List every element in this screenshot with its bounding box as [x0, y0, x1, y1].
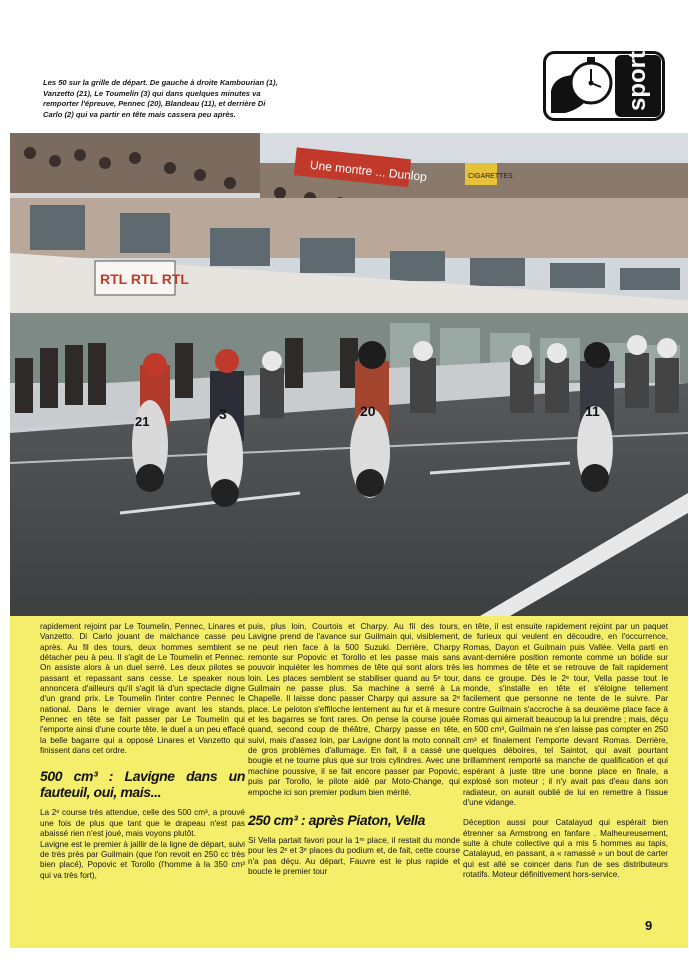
sport-logo: [543, 51, 665, 121]
article-paragraph: en tête, il est ensuite rapidement rejoint par un paquet de furieux qui veulent en découdre, en l'occurrence, Romas, Dayon et Guilmain puis Vallée. Vella parti en avant-dernière position remonte comme un bolide sur les hommes de tête et se retrouve de fait rapidement dans ce groupe. Dès le 2ᵉ tour, Vella passe tout le monde, s'installe en tête et s'éloigne tellement facilement que personne ne tente de le suivre. Par contre Guilmain s'accroche à sa deuxième place face à Romas qui aimerait beaucoup la lui prendre ; mais, déçu en 500 cm³, Guilmain ne s'en laisse pas compter en 250 cm³ et finalement l'emporte devant Romas. Derrière, quelques déboires, tel Saintot, qui avait pourtant brillamment remporté sa manche de qualification et qui espérant à juste titre une bonne place en finale, a explosé son moteur ; il n'y avait pas d'eau dans son radiateur, on aurait oublié de lui en remettre à l'issue d'une vidange.: [463, 622, 668, 807]
article-paragraph: puis, plus loin, Courtois et Charpy. Au fil des tours, Lavigne prend de l'avance sur Guilmain qui, visiblement, ne peut rien face à la 500 Suzuki. Derrière, Charpy remonte sur Popovic et Torollo et les passe mais sans pouvoir inquiéter les hommes de tête qui sont alors très loin. Les places semblent se stabiliser quand au 5ᵉ tour, Guilmain ne passe plus. Sa machine a serré à La Chapelle. Il laisse donc passer Charpy qui assure sa 2ᵉ place. Le peloton s'effiloche lentement au fur et à mesure et les bagarres se font rares. On pense la course jouée quand, second coup de théâtre, Charpy passe en tête, suivi, mais d'assez loin, par Lavigne dont la moto connaît de gros problèmes d'allumage. En fait, il a cassé une bougie et ne tourne plus que sur trois cylindres. Avec une machine poussive, il se fait encore passer par Popovic, puis par Torollo, le pilote aidé par Moto-Change, qui empoche ici son premier podium bien mérité.: [248, 622, 460, 797]
article-column-2: [248, 622, 460, 877]
subheading-250cc: 250 cm³ : après Piaton, Vella: [248, 811, 425, 828]
race-photo: [10, 133, 688, 616]
photo-caption: Les 50 sur la grille de départ. De gauche à droite Kambourian (1), Vanzetto (21), Le Toumelin (3) qui dans quelques minutes va remporter l'épreuve, Pennec (20), Blandeau (11), et derrière Di Carlo (2) qui va partir en tête mais cassera peu après.: [43, 78, 278, 119]
bike-number-21: 21: [135, 414, 150, 429]
bike-number-3: 3: [219, 406, 227, 422]
banner-text: Une montre ... Dunlop: [309, 157, 428, 185]
article-paragraph: rapidement rejoint par Le Toumelin, Pennec, Linares et Vanzetto. Di Carlo jouant de malchance casse peu après. Au fil des tours, deux hommes semblent se détacher peu à peu. Il s'agit de Le Toumelin et Pennec. On assiste alors à un duel serré. Les deux pilotes se passant et repassant sans cesse. Le speaker nous annoncera d'ailleurs qu'il s'agit là d'un spectacle digne d'un grand prix. Le Toumelin l'inter contre Pennec le national. Dans le dernier virage avant les stands, Pennec en tête se fait passer par Le Toumelin qui l'emporte ainsi d'une courte tête. le duel a un peu effacé la belle bagarre qui a opposé Linares et Vanzetto qui finissent dans cet ordre.: [40, 622, 245, 756]
article-paragraph: Lavigne est le premier à jaillir de la ligne de départ, suivi de très près par Guilmain (que l'on revoit en 250 cc très bien placé), Popovic et Torollo (l'homme à la 350 cm³ qui va très fort),: [40, 839, 245, 880]
page-number: 9: [645, 918, 653, 933]
article-column-3: [463, 622, 668, 880]
article-column-1: [40, 622, 245, 881]
bike-number-11: 11: [585, 403, 600, 419]
article-text-area: [10, 616, 688, 948]
subheading-500cc: 500 cm³ : Lavigne dans un fauteuil, oui, mais...: [40, 768, 245, 801]
bike-number-20: 20: [360, 403, 376, 419]
tower-sign: RTL RTL RTL: [100, 271, 189, 287]
logo-text: sport: [624, 51, 651, 111]
article-paragraph: La 2ᵉ course très attendue, celle des 500 cm³, a prouvé une fois de plus que tant que le drapeau n'est pas abaissé rien n'est joué, mais voyons plutôt.: [40, 808, 245, 839]
article-paragraph: Déception aussi pour Catalayud qui espérait bien étrenner sa Armstrong en fanfare . Malheureusement, suite à chute collective qui a mis 5 hommes au tapis, Catalayud, en passant, a « ramassé » un bout de carter qui est allé se coincer dans l'un de ses distributeurs rotatifs. Moteur définitivement hors-service.: [463, 818, 668, 879]
sign-right: CIGARETTES: [468, 173, 513, 180]
article-paragraph: Si Vella partait favori pour la 1ʳᵉ place, il restait du monde pour les 2ᵉ et 3ᵉ places du podium et, de fait, cette course n'a pas déçu. Au départ, Fauvre est le plus rapide et boucle le premier tour: [248, 835, 460, 876]
